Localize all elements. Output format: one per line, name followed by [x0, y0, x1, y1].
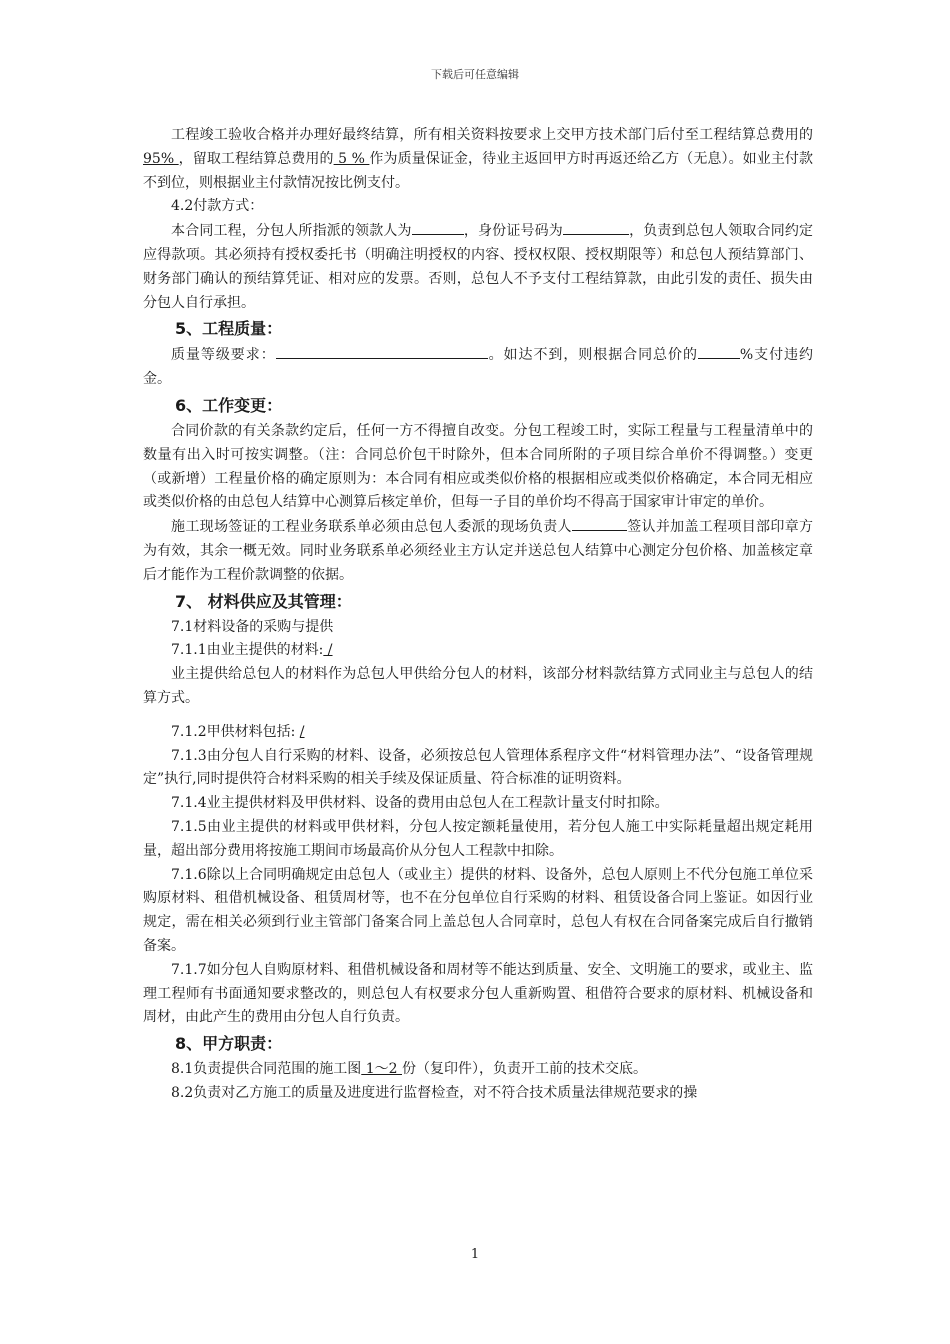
paragraph-price-change: 合同价款的有关条款约定后，任何一方不得擅自改变。分包工程竣工时，实际工程量与工程量清单中的数量有出入时可按实调整。（注：合同总价包干时除外，但本合同所附的子项目综合单价不得调整。）变更（或新增）工程量价格的确定原则为：本合同有相应或类似价格的根据相应或类似价格确定，本合同无相应或类似价格的由总包人结算中心测算后核定单价，但每一子目的单价均不得高于国家审计审定的单价。 — [143, 422, 813, 511]
paragraph-final-payment — [143, 124, 813, 195]
section-7-1-3: 7.1.3由分包人自行采购的材料、设备，必须按总包人管理体系程序文件“材料管理办法”、“设备管理规定”执行,同时提供符合材料采购的相关手续及保证质量、符合标准的证明资料。 — [143, 747, 813, 788]
text: 作为质量保证金，待业主返回甲方时再返还给乙方（无息）。如业主付款不到位，则根据业主付款情况按比例支付。 — [143, 150, 814, 191]
payment-percent: 95% — [143, 150, 179, 167]
retention-percent: 5 % — [333, 150, 370, 167]
quality-grade-blank — [276, 343, 488, 359]
section-7-1-7: 7.1.7如分包人自购原材料、租借机械设备和周材等不能达到质量、安全、文明施工的要求，或业主、监理工程师有书面通知要求整改的，则总包人有权要求分包人重新购置、租借符合要求的原材料、机械设备和周材，由此产生的费用由分包人自行负责。 — [143, 961, 813, 1026]
payee-name-blank — [412, 219, 464, 235]
text: 7.1.1由业主提供的材料: — [171, 642, 324, 659]
section-7-1-6: 7.1.6除以上合同明确规定由总包人（或业主）提供的材料、设备外，总包人原则上不代分包施工单位采购原材料、租借机械设备、租赁周材等，也不在分包单位自行采购的材料、租赁设备合同上鉴证。如因行业规定，需在相关必须到行业主管部门备案合同上盖总包人合同章时，总包人有权在合同备案完成后自行撤销备案。 — [143, 866, 813, 954]
section-7-1-4: 7.1.4业主提供材料及甲供材料、设备的费用由总包人在工程款计量支付时扣除。 — [171, 795, 669, 812]
paragraph-quality — [143, 343, 813, 392]
section-7-1-5: 7.1.5由业主提供的材料或甲供材料，分包人按定额耗量使用，若分包人施工中实际耗量超出规定耗用量，超出部分费用将按施工期间市场最高价从分包人工程款中扣除。 — [143, 818, 813, 859]
supplied-materials-value: / — [299, 723, 305, 740]
text: ，身份证号码为 — [463, 223, 563, 240]
document-body — [143, 124, 813, 1106]
section-4-2-title: 4.2付款方式： — [171, 198, 264, 215]
text: ，负责到总包人领取合同约定应得款项。其必须持有授权委托书（明确注明授权的内容、授权权限、授权期限等）和总包人预结算部门、财务部门确认的预结算凭证、相对应的发票。否则，总包人不予支付工程结算款，由此引发的责任、损失由分包人自行承担。 — [143, 223, 814, 311]
text: 工程竣工验收合格并办理好最终结算，所有相关资料按要求上交甲方技术部门后付至工程结算总费用的 — [171, 127, 813, 143]
heading-quality: 5、工程质量： — [175, 319, 283, 339]
text: 本合同工程，分包人所指派的领款人为 — [171, 223, 412, 240]
section-8-2: 8.2负责对乙方施工的质量及进度进行监督检查，对不符合技术质量法律规范要求的操 — [171, 1084, 698, 1101]
section-7-1-2 — [143, 721, 813, 745]
text: 7.1.2甲供材料包括: — [171, 723, 300, 740]
page-number: 1 — [470, 1247, 480, 1262]
text: 施工现场签证的工程业务联系单必须由总包人委派的现场负责人 — [171, 519, 572, 536]
id-number-blank — [563, 219, 629, 235]
heading-materials: 7、 材料供应及其管理： — [175, 591, 352, 611]
paragraph-owner-materials: 业主提供给总包人的材料作为总包人甲供给分包人的材料，该部分材料款结算方式同业主与总包人的结算方式。 — [143, 666, 813, 706]
text: 。如达不到，则根据合同总价的 — [487, 347, 698, 364]
heading-work-change: 6、工作变更： — [175, 395, 283, 415]
site-manager-blank — [572, 515, 627, 531]
section-8-1 — [143, 1058, 813, 1082]
section-7-1: 7.1材料设备的采购与提供 — [171, 618, 334, 635]
drawing-copies-value: 1～2 — [361, 1061, 402, 1078]
text: 质量等级要求： — [171, 347, 276, 364]
heading-party-a-duties: 8、甲方职责： — [175, 1034, 283, 1054]
penalty-percent-blank — [698, 343, 740, 359]
owner-materials-value: / — [323, 642, 333, 659]
text: 8.1负责提供合同范围的施工图 — [171, 1061, 362, 1078]
section-7-1-1 — [143, 639, 813, 663]
text: 签认并加盖工程项目部印章方为有效，其余一概无效。同时业务联系单必须经业主方认定并送总包人结算中心测定分包价格、加盖核定章后才能作为工程价款调整的依据。 — [143, 519, 814, 583]
text: ，留取工程结算总费用的 — [178, 150, 334, 167]
text: 份（复印件），负责开工前的技术交底。 — [401, 1061, 647, 1078]
paragraph-payee — [143, 219, 813, 315]
paragraph-site-visa — [143, 515, 813, 587]
text: %支付违约金。 — [143, 347, 814, 388]
page-header: 下载后可任意编辑 — [431, 68, 519, 81]
